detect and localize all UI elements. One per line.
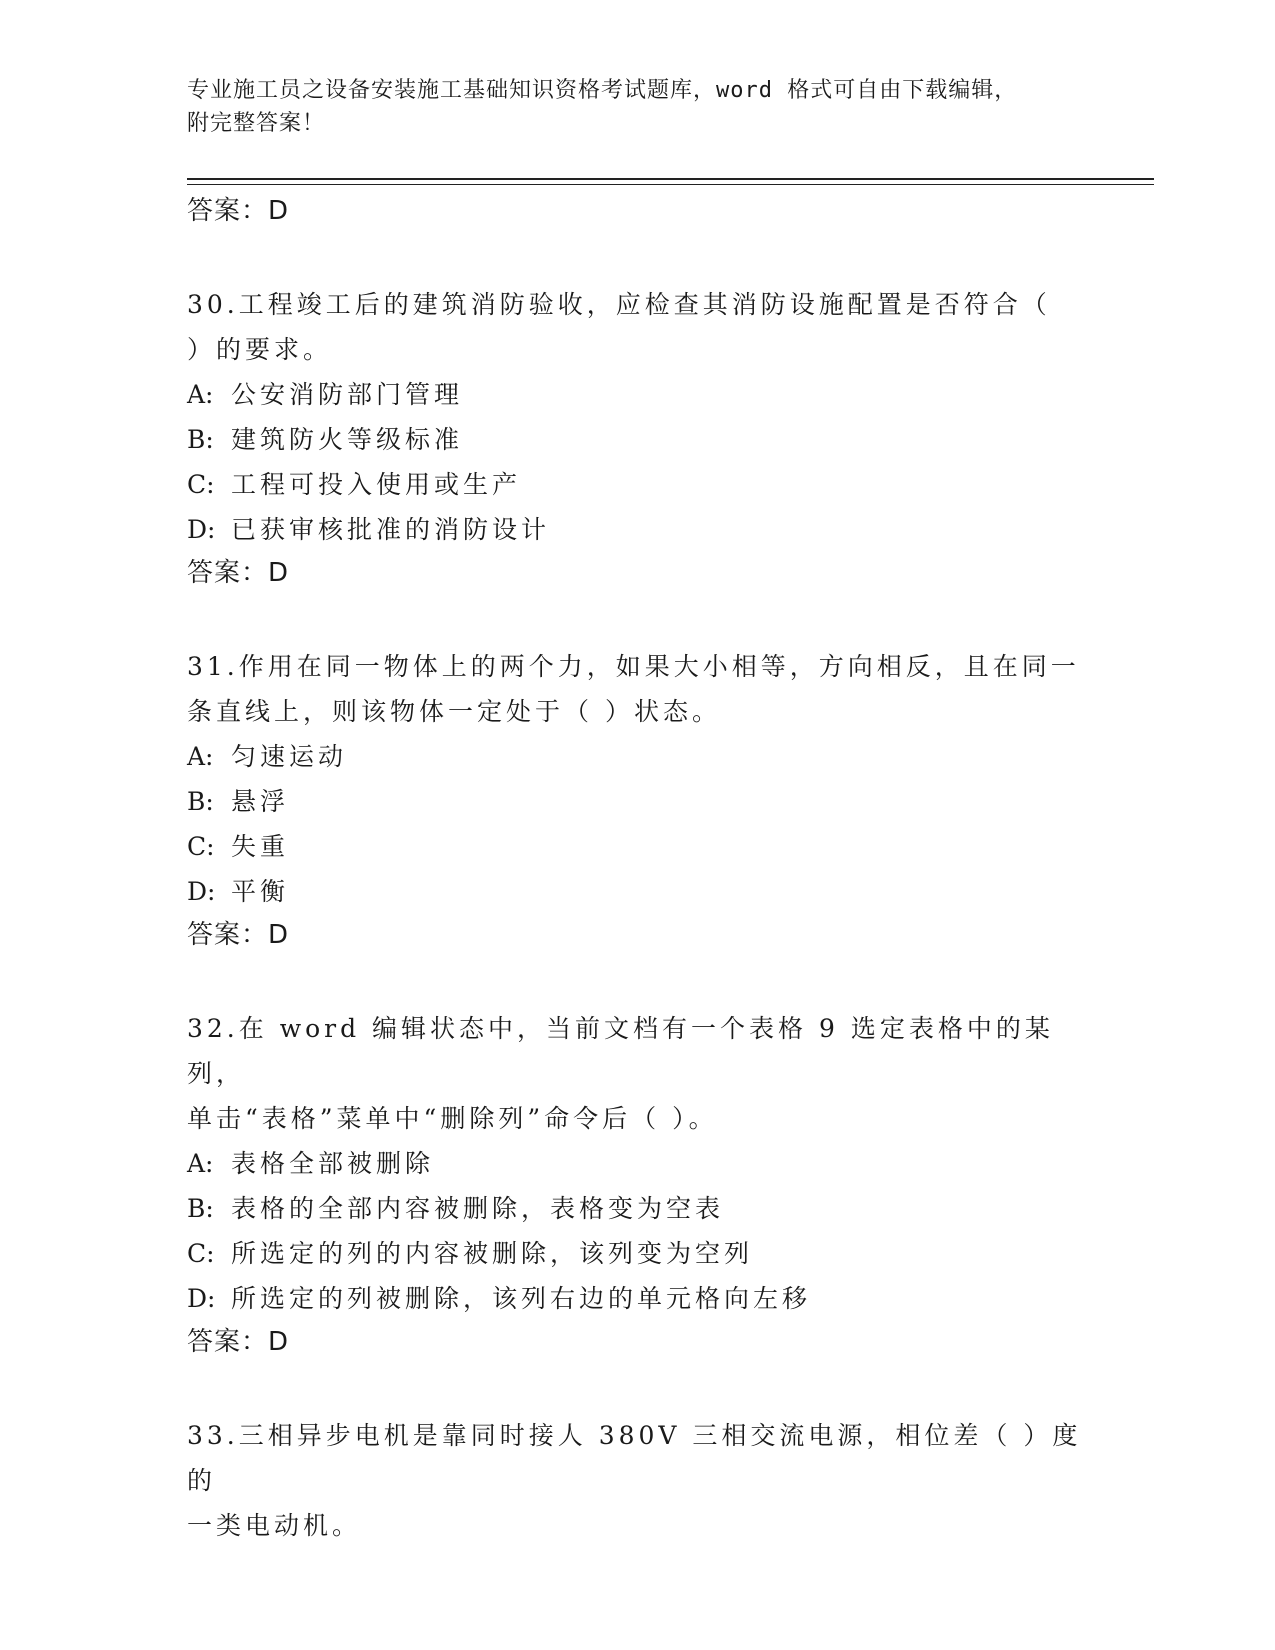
option-text: 建筑防火等级标准 [231, 425, 464, 454]
question-stem-line: 32.在 word 编辑状态中，当前文档有一个表格 9 选定表格中的某列， [187, 1014, 1054, 1088]
option-text: 悬浮 [231, 787, 290, 816]
header-divider [187, 178, 1154, 185]
option-letter: D: [187, 877, 216, 906]
answer-line: 答案：D [187, 1327, 290, 1357]
option-letter: B: [187, 425, 214, 454]
option-letter: A: [187, 380, 214, 409]
option-a [187, 1141, 1087, 1186]
answer-line: 答案：D [187, 920, 290, 950]
option-letter: D: [187, 1284, 216, 1313]
option-text: 失重 [231, 832, 290, 861]
option-letter: C: [187, 1239, 215, 1268]
question-stem-line: 31.作用在同一物体上的两个力，如果大小相等，方向相反，且在同一 [187, 652, 1080, 681]
option-letter: C: [187, 470, 215, 499]
option-b [187, 417, 1087, 462]
question-stem-line: 单击“表格”菜单中“删除列”命令后（ ）。 [187, 1104, 718, 1133]
answer-line: 答案：D [187, 558, 290, 588]
question-stem-line: 33.三相异步电机是靠同时接人 380V 三相交流电源，相位差（ ）度的 [187, 1421, 1082, 1495]
question-33 [187, 1413, 1087, 1548]
option-c [187, 1231, 1087, 1276]
option-letter: A: [187, 742, 214, 771]
option-d [187, 507, 1087, 552]
question-stem-line: 30.工程竣工后的建筑消防验收，应检查其消防设施配置是否符合（ [187, 290, 1051, 319]
option-b [187, 1186, 1087, 1231]
option-text: 表格的全部内容被删除，表格变为空表 [231, 1194, 725, 1223]
option-text: 所选定的列被删除，该列右边的单元格向左移 [231, 1284, 812, 1313]
document-body [187, 190, 1087, 1548]
option-a [187, 734, 1087, 779]
option-d [187, 869, 1087, 914]
question-31 [187, 644, 1087, 956]
answer-line: 答案：D [187, 196, 290, 226]
option-text: 公安消防部门管理 [231, 380, 464, 409]
question-32 [187, 1006, 1087, 1363]
option-b [187, 779, 1087, 824]
question-30 [187, 282, 1087, 594]
header-line-2: 附完整答案！ [187, 111, 326, 136]
option-text: 平衡 [231, 877, 290, 906]
option-letter: D: [187, 515, 216, 544]
option-text: 所选定的列的内容被删除，该列变为空列 [231, 1239, 754, 1268]
option-d [187, 1276, 1087, 1321]
question-stem-line: 条直线上，则该物体一定处于（ ）状态。 [187, 697, 721, 726]
option-text: 匀速运动 [231, 742, 348, 771]
option-letter: A: [187, 1149, 214, 1178]
option-letter: B: [187, 1194, 214, 1223]
option-text: 表格全部被删除 [231, 1149, 435, 1178]
option-text: 已获审核批准的消防设计 [231, 515, 551, 544]
option-letter: B: [187, 787, 214, 816]
page-header [187, 74, 1067, 140]
option-c [187, 824, 1087, 869]
option-a [187, 372, 1087, 417]
option-text: 工程可投入使用或生产 [231, 470, 522, 499]
option-letter: C: [187, 832, 215, 861]
header-line-1: 专业施工员之设备安装施工基础知识资格考试题库，word 格式可自由下载编辑， [187, 78, 1018, 103]
question-stem-line: 一类电动机。 [187, 1511, 362, 1540]
option-c [187, 462, 1087, 507]
question-stem-line: ）的要求。 [187, 335, 333, 364]
